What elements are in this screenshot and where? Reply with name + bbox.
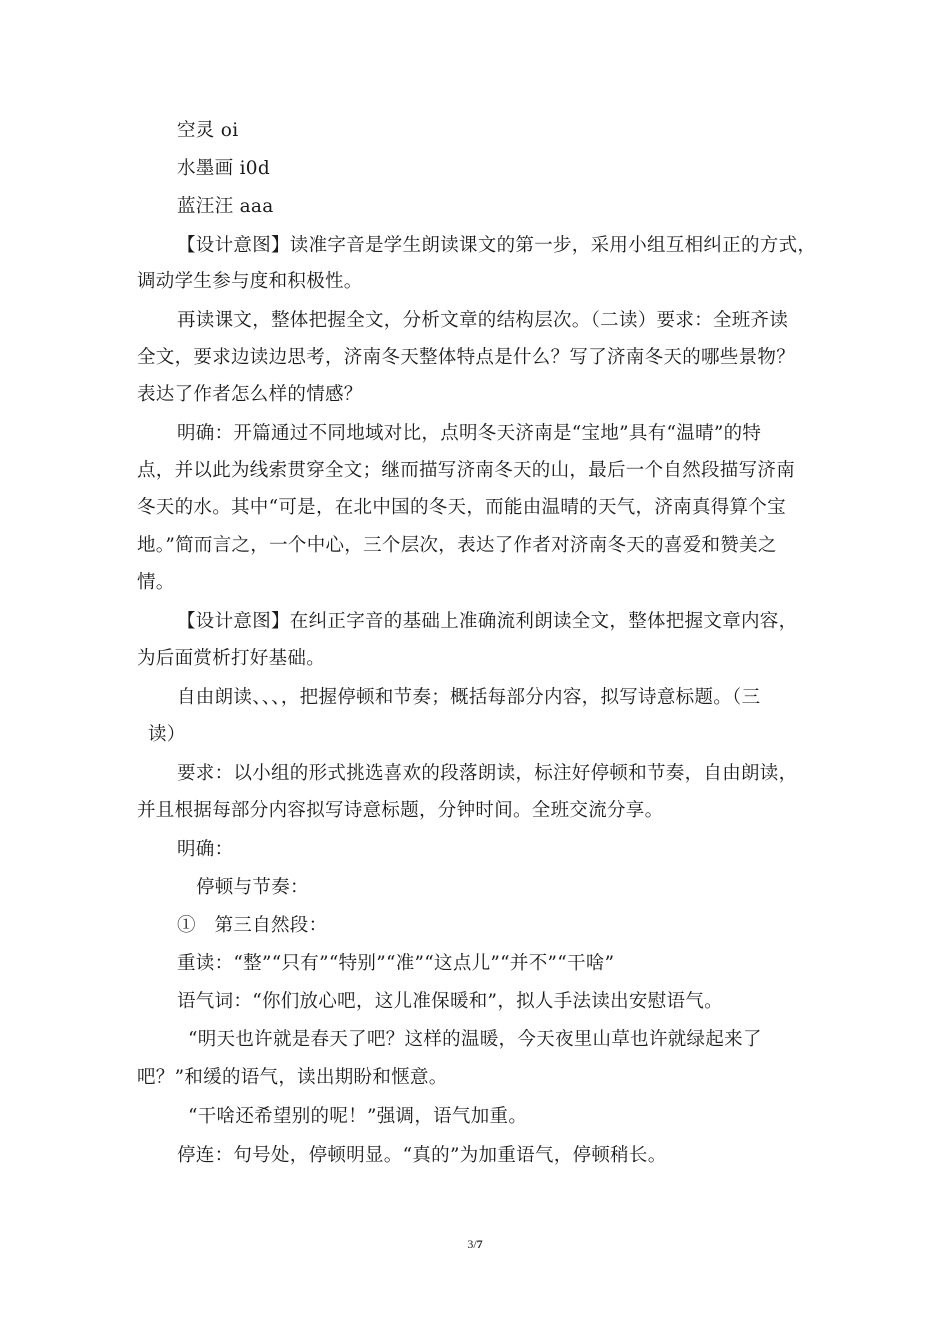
design-intent-line: 【设计意图】读准字音是学生朗读课文的第一步，采用小组互相纠正的方式， [177,235,817,256]
paragraph-line: 停连：句号处，停顿明显。“真的”为加重语气，停顿稍长。 [177,1145,667,1166]
pinyin-line: 空灵 oi [177,120,239,141]
page-total: 7 [476,1237,483,1251]
paragraph-line: 明确： [177,839,234,860]
section-heading: ① 第三自然段： [177,915,328,936]
paragraph-line: 明确：开篇通过不同地域对比，点明冬天济南是“宝地”具有“温晴”的特 [177,423,762,444]
paragraph-line: 并且根据每部分内容拟写诗意标题，分钟时间。全班交流分享。 [137,800,664,821]
paragraph-line: 点，并以此为线索贯穿全文；继而描写济南冬天的山，最后一个自然段描写济南 [137,460,796,481]
paragraph-line: 表达了作者怎么样的情感？ [137,384,363,405]
pinyin-line: 水墨画 i0d [177,158,271,179]
page-current: 3/ [467,1237,477,1251]
paragraph-line: “明天也许就是春天了吧？这样的温暖，今天夜里山草也许就绿起来了 [188,1029,762,1050]
paragraph-line: 调动学生参与度和积极性。 [137,271,363,292]
paragraph-line: 地。”简而言之，一个中心，三个层次，表达了作者对济南冬天的喜爱和赞美之 [137,535,777,556]
pinyin-line: 蓝汪汪 aaa [177,196,274,217]
paragraph-line: 冬天的水。其中“可是，在北中国的冬天，而能由温晴的天气，济南真得算个宝 [137,497,786,518]
paragraph-line: 再读课文，整体把握全文，分析文章的结构层次。（二读）要求：全班齐读 [177,310,789,331]
paragraph-line: 重读：“整”“只有”“特别”“准”“这点儿”“并不”“干啥” [177,953,615,974]
section-heading: 停顿与节奏： [196,877,309,898]
paragraph-line: 语气词：“你们放心吧，这儿准保暖和”，拟人手法读出安慰语气。 [177,991,723,1012]
design-intent-line: 【设计意图】在纠正字音的基础上准确流利朗读全文，整体把握文章内容， [177,611,798,632]
paragraph-line: 吧？”和缓的语气，读出期盼和惬意。 [137,1067,448,1088]
paragraph-line: 全文，要求边读边思考，济南冬天整体特点是什么？写了济南冬天的哪些景物？ [137,347,796,368]
page-number [0,1237,950,1252]
paragraph-line: 为后面赏析打好基础。 [137,648,326,669]
paragraph-line: 自由朗读、、、，把握停顿和节奏；概括每部分内容，拟写诗意标题。（三 [177,687,761,708]
paragraph-line: “干啥还希望别的呢！”强调，语气加重。 [188,1106,528,1127]
paragraph-line: 读） [148,724,186,745]
paragraph-line: 要求：以小组的形式挑选喜欢的段落朗读，标注好停顿和节奏，自由朗读， [177,763,798,784]
paragraph-line: 情。 [137,572,175,593]
